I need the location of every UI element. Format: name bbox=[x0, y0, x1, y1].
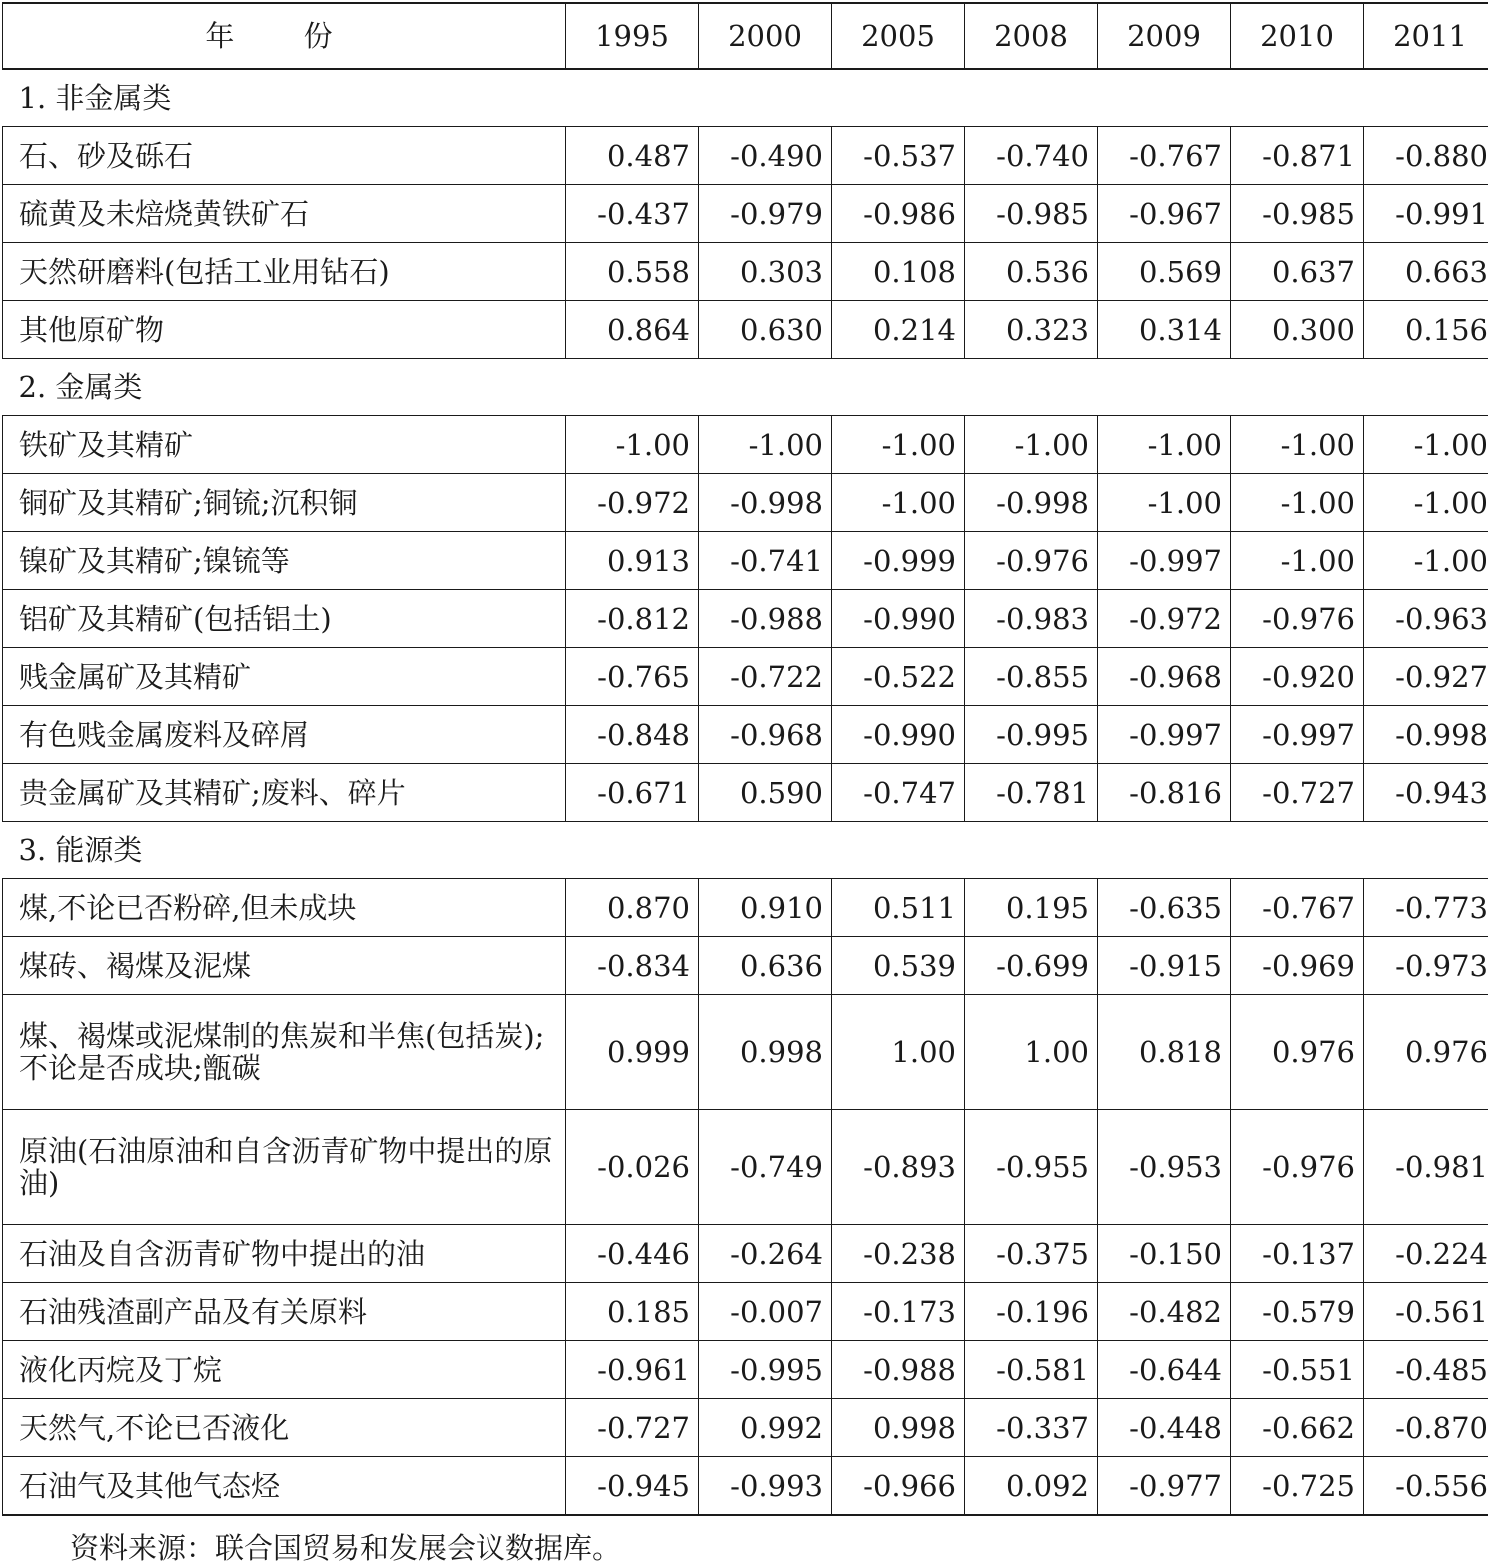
value-cell: -0.482 bbox=[1098, 1283, 1231, 1341]
value-cell: -0.490 bbox=[699, 127, 832, 185]
row-label: 原油(石油原油和自含沥青矿物中提出的原油) bbox=[3, 1110, 566, 1225]
value-cell: -0.765 bbox=[566, 648, 699, 706]
value-cell: -0.644 bbox=[1098, 1341, 1231, 1399]
value-cell: -0.579 bbox=[1231, 1283, 1364, 1341]
value-cell: -0.985 bbox=[1231, 185, 1364, 243]
value-cell: -0.767 bbox=[1231, 879, 1364, 937]
header-year: 2005 bbox=[832, 3, 965, 69]
value-cell: -0.998 bbox=[965, 474, 1098, 532]
value-cell: -0.375 bbox=[965, 1225, 1098, 1283]
data-table bbox=[2, 2, 1488, 1516]
value-cell: 0.195 bbox=[965, 879, 1098, 937]
value-cell: -0.976 bbox=[1231, 590, 1364, 648]
value-cell: -1.00 bbox=[1364, 416, 1488, 474]
value-cell: -0.976 bbox=[1231, 1110, 1364, 1225]
header-year: 1995 bbox=[566, 3, 699, 69]
value-cell: -0.973 bbox=[1364, 937, 1488, 995]
value-cell: 0.156 bbox=[1364, 301, 1488, 359]
value-cell: 0.663 bbox=[1364, 243, 1488, 301]
value-cell: -0.963 bbox=[1364, 590, 1488, 648]
value-cell: -0.740 bbox=[965, 127, 1098, 185]
section-title: 3. 能源类 bbox=[3, 822, 1488, 879]
table-row bbox=[3, 995, 1488, 1110]
value-cell: -0.026 bbox=[566, 1110, 699, 1225]
value-cell: -0.551 bbox=[1231, 1341, 1364, 1399]
value-cell: -0.196 bbox=[965, 1283, 1098, 1341]
table-row bbox=[3, 243, 1488, 301]
table-row bbox=[3, 127, 1488, 185]
table-row bbox=[3, 937, 1488, 995]
value-cell: -0.972 bbox=[1098, 590, 1231, 648]
value-cell: 0.314 bbox=[1098, 301, 1231, 359]
value-cell: 0.092 bbox=[965, 1457, 1098, 1516]
table-row bbox=[3, 764, 1488, 822]
table-row bbox=[3, 590, 1488, 648]
value-cell: -0.995 bbox=[965, 706, 1098, 764]
row-label: 贵金属矿及其精矿;废料、碎片 bbox=[3, 764, 566, 822]
value-cell: -0.915 bbox=[1098, 937, 1231, 995]
value-cell: 0.303 bbox=[699, 243, 832, 301]
value-cell: -1.00 bbox=[832, 474, 965, 532]
value-cell: 0.630 bbox=[699, 301, 832, 359]
row-label: 镍矿及其精矿;镍锍等 bbox=[3, 532, 566, 590]
value-cell: 0.913 bbox=[566, 532, 699, 590]
value-cell: -0.985 bbox=[965, 185, 1098, 243]
row-label: 硫黄及未焙烧黄铁矿石 bbox=[3, 185, 566, 243]
value-cell: -0.635 bbox=[1098, 879, 1231, 937]
header-year: 2008 bbox=[965, 3, 1098, 69]
row-label: 天然气,不论已否液化 bbox=[3, 1399, 566, 1457]
row-label: 石、砂及砾石 bbox=[3, 127, 566, 185]
value-cell: 0.323 bbox=[965, 301, 1098, 359]
value-cell: -0.986 bbox=[832, 185, 965, 243]
value-cell: 0.998 bbox=[832, 1399, 965, 1457]
value-cell: 0.637 bbox=[1231, 243, 1364, 301]
header-row bbox=[3, 3, 1488, 69]
value-cell: -0.725 bbox=[1231, 1457, 1364, 1516]
value-cell: -1.00 bbox=[1231, 474, 1364, 532]
value-cell: 0.511 bbox=[832, 879, 965, 937]
table-row bbox=[3, 706, 1488, 764]
row-label: 石油及自含沥青矿物中提出的油 bbox=[3, 1225, 566, 1283]
value-cell: -0.561 bbox=[1364, 1283, 1488, 1341]
value-cell: -0.998 bbox=[699, 474, 832, 532]
value-cell: -0.264 bbox=[699, 1225, 832, 1283]
value-cell: -0.870 bbox=[1364, 1399, 1488, 1457]
value-cell: -0.961 bbox=[566, 1341, 699, 1399]
value-cell: -0.988 bbox=[699, 590, 832, 648]
value-cell: 0.910 bbox=[699, 879, 832, 937]
value-cell: -0.448 bbox=[1098, 1399, 1231, 1457]
value-cell: -1.00 bbox=[1098, 474, 1231, 532]
row-label: 天然研磨料(包括工业用钻石) bbox=[3, 243, 566, 301]
value-cell: 0.976 bbox=[1231, 995, 1364, 1110]
value-cell: -0.747 bbox=[832, 764, 965, 822]
value-cell: -0.741 bbox=[699, 532, 832, 590]
section-title: 2. 金属类 bbox=[3, 359, 1488, 416]
value-cell: -1.00 bbox=[832, 416, 965, 474]
row-label: 有色贱金属废料及碎屑 bbox=[3, 706, 566, 764]
value-cell: -0.581 bbox=[965, 1341, 1098, 1399]
value-cell: -0.437 bbox=[566, 185, 699, 243]
section-row bbox=[3, 822, 1488, 879]
table-row bbox=[3, 1225, 1488, 1283]
value-cell: -0.953 bbox=[1098, 1110, 1231, 1225]
value-cell: -0.337 bbox=[965, 1399, 1098, 1457]
value-cell: -0.834 bbox=[566, 937, 699, 995]
value-cell: -1.00 bbox=[1231, 532, 1364, 590]
table-row bbox=[3, 648, 1488, 706]
row-label: 石油残渣副产品及有关原料 bbox=[3, 1283, 566, 1341]
value-cell: -0.767 bbox=[1098, 127, 1231, 185]
header-year: 2011 bbox=[1364, 3, 1488, 69]
table-row bbox=[3, 1341, 1488, 1399]
value-cell: -0.999 bbox=[832, 532, 965, 590]
value-cell: -0.137 bbox=[1231, 1225, 1364, 1283]
value-cell: -1.00 bbox=[699, 416, 832, 474]
row-label: 铝矿及其精矿(包括铝土) bbox=[3, 590, 566, 648]
value-cell: -0.979 bbox=[699, 185, 832, 243]
value-cell: -1.00 bbox=[1098, 416, 1231, 474]
value-cell: -0.967 bbox=[1098, 185, 1231, 243]
value-cell: -0.781 bbox=[965, 764, 1098, 822]
value-cell: -0.749 bbox=[699, 1110, 832, 1225]
value-cell: -0.945 bbox=[566, 1457, 699, 1516]
header-year: 2009 bbox=[1098, 3, 1231, 69]
value-cell: -0.671 bbox=[566, 764, 699, 822]
value-cell: -0.972 bbox=[566, 474, 699, 532]
value-cell: -0.537 bbox=[832, 127, 965, 185]
value-cell: 0.536 bbox=[965, 243, 1098, 301]
value-cell: -0.981 bbox=[1364, 1110, 1488, 1225]
table-row bbox=[3, 185, 1488, 243]
value-cell: -0.966 bbox=[832, 1457, 965, 1516]
value-cell: 0.976 bbox=[1364, 995, 1488, 1110]
header-year: 2010 bbox=[1231, 3, 1364, 69]
value-cell: 0.558 bbox=[566, 243, 699, 301]
row-label: 贱金属矿及其精矿 bbox=[3, 648, 566, 706]
value-cell: -0.173 bbox=[832, 1283, 965, 1341]
value-cell: -0.988 bbox=[832, 1341, 965, 1399]
value-cell: -0.150 bbox=[1098, 1225, 1231, 1283]
header-year-label: 年 份 bbox=[3, 3, 566, 69]
table-row bbox=[3, 879, 1488, 937]
value-cell: -0.871 bbox=[1231, 127, 1364, 185]
value-cell: 0.998 bbox=[699, 995, 832, 1110]
row-label: 石油气及其他气态烃 bbox=[3, 1457, 566, 1516]
table-body bbox=[3, 69, 1488, 1515]
row-label: 其他原矿物 bbox=[3, 301, 566, 359]
value-cell: -0.955 bbox=[965, 1110, 1098, 1225]
value-cell: -0.727 bbox=[566, 1399, 699, 1457]
value-cell: -0.224 bbox=[1364, 1225, 1488, 1283]
value-cell: -0.855 bbox=[965, 648, 1098, 706]
value-cell: -1.00 bbox=[1364, 532, 1488, 590]
section-row bbox=[3, 359, 1488, 416]
value-cell: -0.485 bbox=[1364, 1341, 1488, 1399]
table-row bbox=[3, 474, 1488, 532]
value-cell: -0.977 bbox=[1098, 1457, 1231, 1516]
value-cell: -0.997 bbox=[1098, 532, 1231, 590]
header-year: 2000 bbox=[699, 3, 832, 69]
value-cell: -0.662 bbox=[1231, 1399, 1364, 1457]
value-cell: 0.539 bbox=[832, 937, 965, 995]
value-cell: 0.569 bbox=[1098, 243, 1231, 301]
value-cell: -0.722 bbox=[699, 648, 832, 706]
value-cell: -0.997 bbox=[1231, 706, 1364, 764]
value-cell: 0.870 bbox=[566, 879, 699, 937]
value-cell: -0.848 bbox=[566, 706, 699, 764]
value-cell: -1.00 bbox=[1364, 474, 1488, 532]
section-row bbox=[3, 69, 1488, 127]
value-cell: -0.773 bbox=[1364, 879, 1488, 937]
value-cell: -0.995 bbox=[699, 1341, 832, 1399]
value-cell: -0.968 bbox=[1098, 648, 1231, 706]
row-label: 铜矿及其精矿;铜锍;沉积铜 bbox=[3, 474, 566, 532]
value-cell: -0.983 bbox=[965, 590, 1098, 648]
value-cell: -0.893 bbox=[832, 1110, 965, 1225]
value-cell: -0.990 bbox=[832, 706, 965, 764]
row-label: 煤砖、褐煤及泥煤 bbox=[3, 937, 566, 995]
row-label: 液化丙烷及丁烷 bbox=[3, 1341, 566, 1399]
table-row bbox=[3, 416, 1488, 474]
value-cell: 0.214 bbox=[832, 301, 965, 359]
value-cell: -1.00 bbox=[965, 416, 1098, 474]
row-label: 铁矿及其精矿 bbox=[3, 416, 566, 474]
table-row bbox=[3, 1457, 1488, 1516]
value-cell: -0.522 bbox=[832, 648, 965, 706]
value-cell: -0.997 bbox=[1098, 706, 1231, 764]
value-cell: 0.300 bbox=[1231, 301, 1364, 359]
value-cell: -0.993 bbox=[699, 1457, 832, 1516]
value-cell: -0.238 bbox=[832, 1225, 965, 1283]
value-cell: 0.864 bbox=[566, 301, 699, 359]
value-cell: 0.108 bbox=[832, 243, 965, 301]
value-cell: -0.969 bbox=[1231, 937, 1364, 995]
value-cell: -0.943 bbox=[1364, 764, 1488, 822]
table-row bbox=[3, 301, 1488, 359]
value-cell: 0.992 bbox=[699, 1399, 832, 1457]
value-cell: -0.920 bbox=[1231, 648, 1364, 706]
section-title: 1. 非金属类 bbox=[3, 69, 1488, 127]
value-cell: 1.00 bbox=[965, 995, 1098, 1110]
table-row bbox=[3, 1110, 1488, 1225]
value-cell: -0.976 bbox=[965, 532, 1098, 590]
value-cell: -1.00 bbox=[566, 416, 699, 474]
table-row bbox=[3, 1399, 1488, 1457]
table-row bbox=[3, 1283, 1488, 1341]
value-cell: -0.007 bbox=[699, 1283, 832, 1341]
value-cell: -0.812 bbox=[566, 590, 699, 648]
value-cell: -0.998 bbox=[1364, 706, 1488, 764]
value-cell: -0.816 bbox=[1098, 764, 1231, 822]
value-cell: -0.727 bbox=[1231, 764, 1364, 822]
value-cell: 0.185 bbox=[566, 1283, 699, 1341]
value-cell: 0.636 bbox=[699, 937, 832, 995]
value-cell: -0.968 bbox=[699, 706, 832, 764]
value-cell: -0.880 bbox=[1364, 127, 1488, 185]
row-label: 煤、褐煤或泥煤制的焦炭和半焦(包括炭);不论是否成块;甑碳 bbox=[3, 995, 566, 1110]
value-cell: -0.991 bbox=[1364, 185, 1488, 243]
value-cell: 0.487 bbox=[566, 127, 699, 185]
value-cell: -0.699 bbox=[965, 937, 1098, 995]
value-cell: -0.556 bbox=[1364, 1457, 1488, 1516]
value-cell: 1.00 bbox=[832, 995, 965, 1110]
value-cell: 0.590 bbox=[699, 764, 832, 822]
value-cell: -0.990 bbox=[832, 590, 965, 648]
value-cell: -1.00 bbox=[1231, 416, 1364, 474]
value-cell: 0.999 bbox=[566, 995, 699, 1110]
value-cell: 0.818 bbox=[1098, 995, 1231, 1110]
value-cell: -0.927 bbox=[1364, 648, 1488, 706]
row-label: 煤,不论已否粉碎,但未成块 bbox=[3, 879, 566, 937]
table-row bbox=[3, 532, 1488, 590]
source-note: 资料来源：联合国贸易和发展会议数据库。 bbox=[70, 1531, 622, 1565]
value-cell: -0.446 bbox=[566, 1225, 699, 1283]
